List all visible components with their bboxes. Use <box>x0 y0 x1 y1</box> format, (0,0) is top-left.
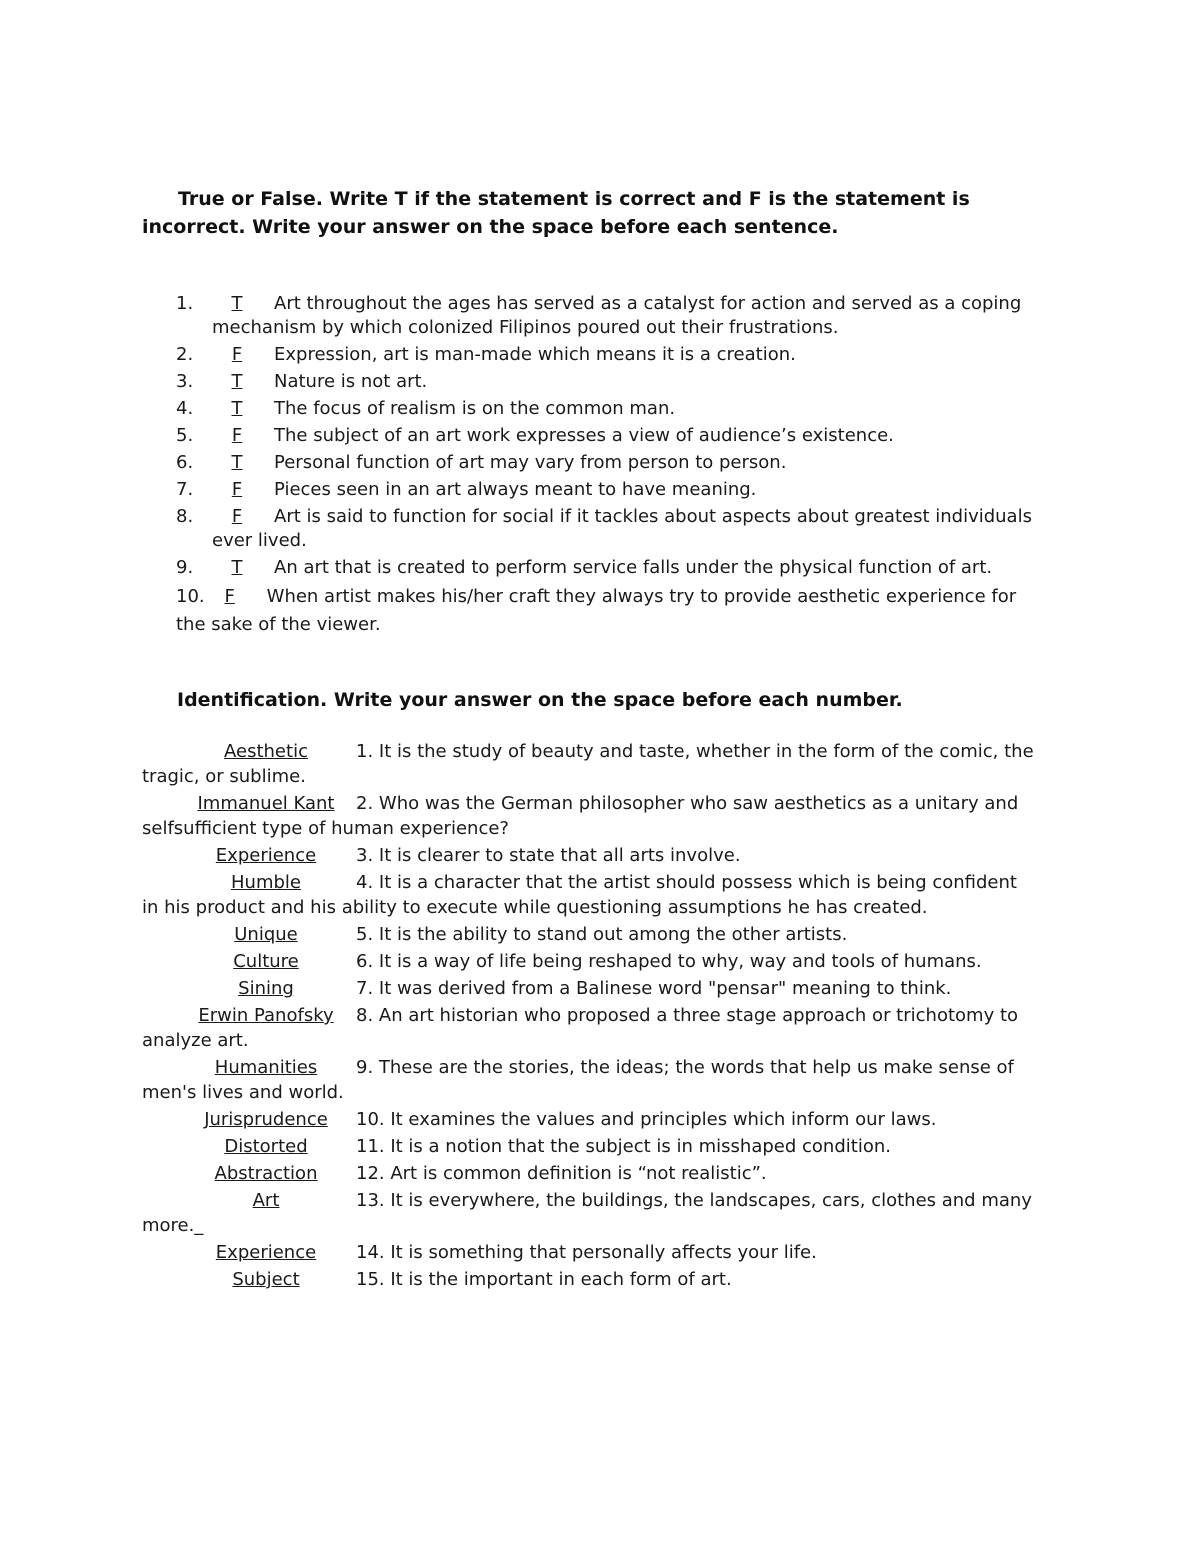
tf-answer-blank: T <box>231 557 243 578</box>
id-item-11 <box>142 1134 1037 1159</box>
tf-answer-blank: T <box>231 452 243 473</box>
tf-item-2 <box>176 343 1036 367</box>
id-answer-blank: Immanuel Kant <box>197 793 335 814</box>
tf-answer-blank: F <box>231 344 243 365</box>
tf-item-3 <box>176 370 1036 394</box>
id-question: 4. It is a character that the artist should possess which is being confident in his product and his ability to execute while questioning assumptions he has created. <box>142 872 1017 918</box>
id-answer-blank: Subject <box>232 1269 300 1290</box>
tf-item-1 <box>176 292 1036 340</box>
id-item-6 <box>142 949 1037 974</box>
tf-statement: An art that is created to perform service falls under the physical function of art. <box>274 557 993 578</box>
id-question: 14. It is something that personally affects your life. <box>356 1242 817 1263</box>
id-question: 3. It is clearer to state that all arts involve. <box>356 845 741 866</box>
tf-number: 4. <box>176 398 194 419</box>
id-answer-blank: Humanities <box>214 1057 318 1078</box>
tf-statement: The subject of an art work expresses a view of audience’s existence. <box>274 425 894 446</box>
tf-answer-blank: T <box>231 371 243 392</box>
id-item-14 <box>142 1240 1037 1265</box>
id-question: 9. These are the stories, the ideas; the words that help us make sense of men's lives and world. <box>142 1057 1014 1103</box>
id-question: 7. It was derived from a Balinese word "pensar" meaning to think. <box>356 978 952 999</box>
id-item-15 <box>142 1267 1037 1292</box>
id-question: 15. It is the important in each form of art. <box>356 1269 732 1290</box>
id-item-7 <box>142 976 1037 1001</box>
identification-heading: Identification. Write your answer on the space before each number. <box>177 689 903 711</box>
tf-answer-blank: F <box>231 479 243 500</box>
tf-statement: Nature is not art. <box>274 371 428 392</box>
id-question: 6. It is a way of life being reshaped to why, way and tools of humans. <box>356 951 982 972</box>
tf-number: 3. <box>176 371 194 392</box>
id-item-1 <box>142 739 1037 789</box>
tf-answer-blank: F <box>231 425 243 446</box>
id-question: 2. Who was the German philosopher who saw aesthetics as a unitary and selfsufficient type of human experience? <box>142 793 1019 839</box>
tf-item-7 <box>176 478 1036 502</box>
tf-answer-blank: F <box>231 506 243 527</box>
id-answer-blank: Humble <box>231 872 301 893</box>
identification-list <box>142 739 1037 1294</box>
id-item-9 <box>142 1055 1037 1105</box>
tf-item-8 <box>176 505 1036 553</box>
id-item-13 <box>142 1188 1037 1238</box>
id-answer-blank: Sining <box>238 978 294 999</box>
tf-answer-blank: T <box>231 293 243 314</box>
tf-number: 2. <box>176 344 194 365</box>
tf-statement: The focus of realism is on the common man. <box>274 398 676 419</box>
tf-number: 6. <box>176 452 194 473</box>
id-answer-blank: Distorted <box>224 1136 308 1157</box>
id-item-2 <box>142 791 1037 841</box>
id-question: 10. It examines the values and principles which inform our laws. <box>356 1109 937 1130</box>
tf-item-4 <box>176 397 1036 421</box>
true-false-heading: True or False. Write T if the statement is correct and F is the statement is incorrect. Write your answer on the space before each sentence. <box>142 188 970 238</box>
id-question: 13. It is everywhere, the buildings, the landscapes, cars, clothes and many more._ <box>142 1190 1032 1236</box>
tf-number: 5. <box>176 425 194 446</box>
id-answer-blank: Experience <box>215 1242 317 1263</box>
tf-statement: Art is said to function for social if it tackles about aspects about greatest individuals ever lived. <box>212 506 1032 551</box>
id-answer-blank: Aesthetic <box>224 741 308 762</box>
id-answer-blank: Culture <box>233 951 299 972</box>
id-item-3 <box>142 843 1037 868</box>
id-item-8 <box>142 1003 1037 1053</box>
tf-number: 7. <box>176 479 194 500</box>
tf-item-6 <box>176 451 1036 475</box>
id-answer-blank: Art <box>252 1190 280 1211</box>
id-answer-blank: Experience <box>215 845 317 866</box>
tf-statement: Art throughout the ages has served as a catalyst for action and served as a coping mechanism by which colonized Filipinos poured out their frustrations. <box>212 293 1022 338</box>
tf-item-9 <box>176 556 1036 580</box>
tf-number: 10. <box>176 586 205 607</box>
tf-number: 9. <box>176 557 194 578</box>
tf-answer-blank: F <box>224 586 235 607</box>
tf-answer-blank: T <box>231 398 243 419</box>
tf-statement: Personal function of art may vary from person to person. <box>274 452 787 473</box>
id-answer-blank: Erwin Panofsky <box>198 1005 334 1026</box>
tf-statement: Expression, art is man-made which means it is a creation. <box>274 344 796 365</box>
id-item-12 <box>142 1161 1037 1186</box>
id-answer-blank: Abstraction <box>214 1163 318 1184</box>
id-answer-blank: Unique <box>234 924 298 945</box>
tf-item-5 <box>176 424 1036 448</box>
true-false-list <box>176 292 1036 642</box>
id-question: 5. It is the ability to stand out among the other artists. <box>356 924 848 945</box>
id-answer-blank: Jurisprudence <box>204 1109 328 1130</box>
tf-item-10 <box>176 583 1036 639</box>
id-question: 11. It is a notion that the subject is in misshaped condition. <box>356 1136 891 1157</box>
tf-number: 8. <box>176 506 194 527</box>
tf-statement: When artist makes his/her craft they always try to provide aesthetic experience for the sake of the viewer. <box>176 586 1017 635</box>
id-item-4 <box>142 870 1037 920</box>
tf-number: 1. <box>176 293 194 314</box>
id-item-5 <box>142 922 1037 947</box>
id-question: 8. An art historian who proposed a three stage approach or trichotomy to analyze art. <box>142 1005 1019 1051</box>
id-question: 12. Art is common definition is “not realistic”. <box>356 1163 767 1184</box>
tf-statement: Pieces seen in an art always meant to have meaning. <box>274 479 757 500</box>
id-item-10 <box>142 1107 1037 1132</box>
id-question: 1. It is the study of beauty and taste, whether in the form of the comic, the tragic, or sublime. <box>142 741 1034 787</box>
